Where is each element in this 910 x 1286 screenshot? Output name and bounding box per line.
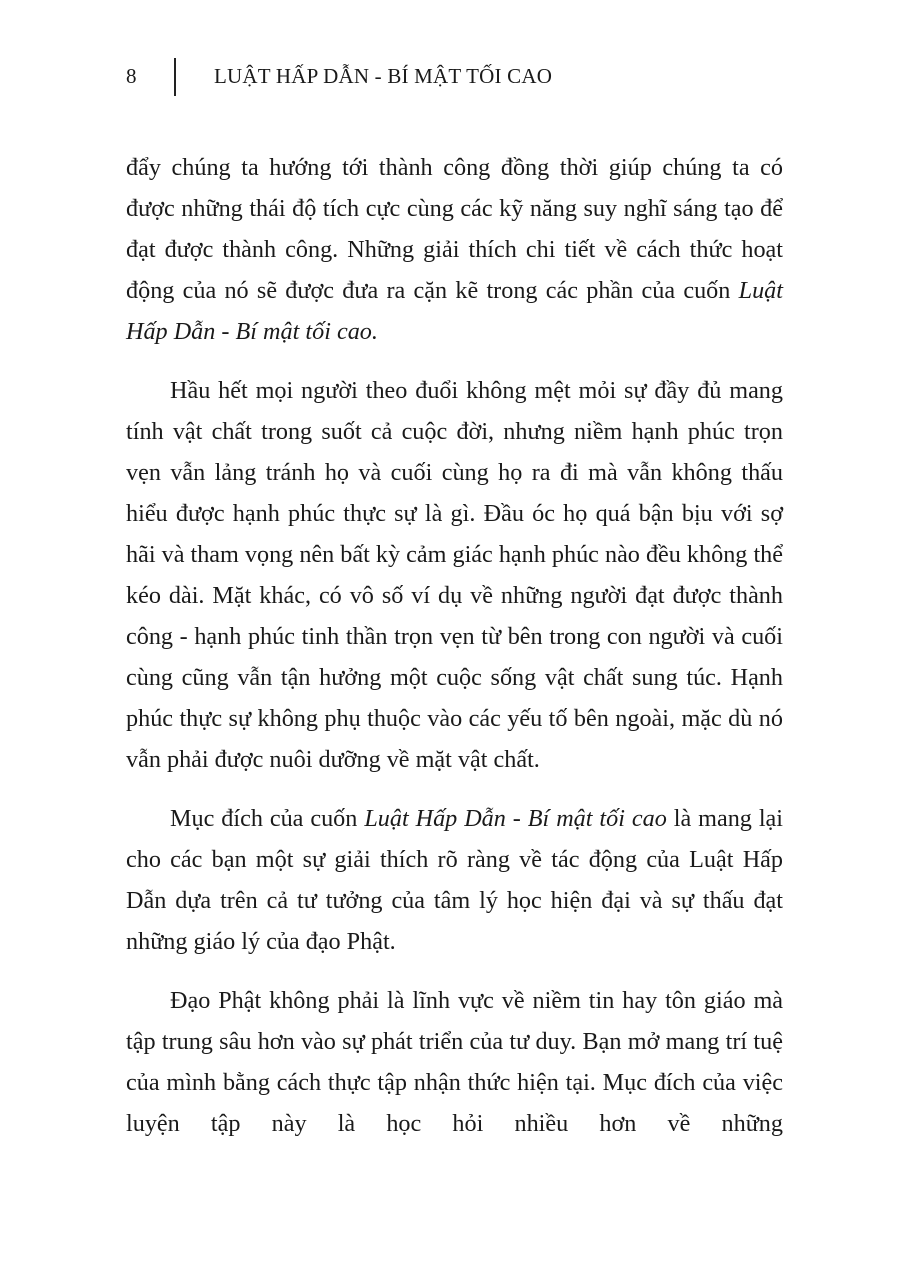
paragraph-3-tail: là mang lại cho các bạn một sự giải thích rõ ràng về tác động của Luật Hấp Dẫn dựa trên cả tư tưởng của tâm lý học hiện đại và sự thấu đạt những giáo lý của đạo Phật. [126,805,784,955]
paragraph-1 [126,147,783,352]
paragraph-4-text: Đạo Phật không phải là lĩnh vực về niềm tin hay tôn giáo mà tập trung sâu hơn vào sự phát triển của tư duy. Bạn mở mang trí tuệ của mình bằng cách thực tập nhận thức hiện tại. Mục đích của việc luyện tập này là học hỏi nhiều hơn về những [126,987,783,1137]
book-title: LUẬT HẤP DẪN - BÍ MẬT TỐI CAO [214,64,553,88]
paragraph-4 [126,980,783,1144]
header-divider [174,58,176,96]
paragraph-2 [126,370,783,780]
book-title-italic: Luật Hấp Dẫn - Bí mật tối cao. [126,277,783,345]
paragraph-3-text: Mục đích của cuốn [170,805,365,832]
paragraph-3 [126,798,783,962]
book-title-italic: Luật Hấp Dẫn - Bí mật tối cao [364,805,667,832]
running-header [126,56,552,98]
page-number: 8 [126,64,137,88]
body-text [126,147,783,1144]
paragraph-2-text: Hầu hết mọi người theo đuổi không mệt mỏi sự đầy đủ mang tính vật chất trong suốt cả cuộc đời, nhưng niềm hạnh phúc trọn vẹn vẫn lảng tránh họ và cuối cùng họ ra đi mà vẫn không thấu hiểu được hạnh phúc thực sự là gì. Đầu óc họ quá bận bịu với sợ hãi và tham vọng nên bất kỳ cảm giác hạnh phúc nào đều không thể kéo dài. Mặt khác, có vô số ví dụ về những người đạt được thành công - hạnh phúc tinh thần trọn vẹn từ bên trong con người và cuối cùng cũng vẫn tận hưởng một cuộc sống vật chất sung túc. Hạnh phúc thực sự không phụ thuộc vào các yếu tố bên ngoài, mặc dù nó vẫn phải được nuôi dưỡng về mặt vật chất. [126,377,783,773]
paragraph-1-text: đẩy chúng ta hướng tới thành công đồng thời giúp chúng ta có được những thái độ tích cực cùng các kỹ năng suy nghĩ sáng tạo để đạt được thành công. Những giải thích chi tiết về cách thức hoạt động của nó sẽ được đưa ra cặn kẽ trong các phần của cuốn [126,154,783,304]
